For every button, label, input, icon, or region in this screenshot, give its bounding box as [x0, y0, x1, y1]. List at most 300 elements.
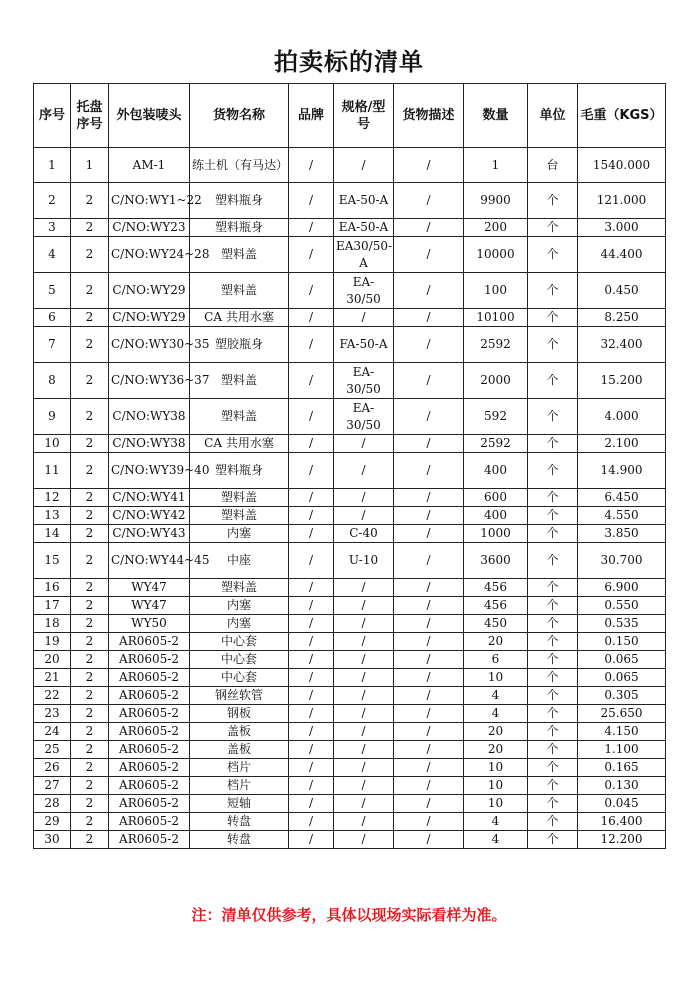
- cell-gross-weight: 121.000: [578, 183, 666, 219]
- table-row: [34, 363, 666, 399]
- cell-unit: 个: [528, 399, 578, 435]
- table-row: [34, 399, 666, 435]
- cell-goods-name: 转盘: [190, 813, 289, 831]
- cell-brand: /: [289, 525, 334, 543]
- cell-quantity: 10: [464, 669, 528, 687]
- table-row: [34, 489, 666, 507]
- page-title: 拍卖标的清单: [274, 48, 424, 76]
- cell-brand: /: [289, 759, 334, 777]
- cell-index: 5: [34, 273, 71, 309]
- cell-index: 23: [34, 705, 71, 723]
- cell-shipping-mark: C/NO:WY43: [109, 525, 190, 543]
- cell-goods-name: 塑料盖: [190, 237, 289, 273]
- cell-brand: /: [289, 669, 334, 687]
- cell-shipping-mark: WY50: [109, 615, 190, 633]
- table-row: [34, 705, 666, 723]
- cell-gross-weight: 0.065: [578, 669, 666, 687]
- cell-goods-name: 塑料盖: [190, 507, 289, 525]
- cell-quantity: 4: [464, 813, 528, 831]
- cell-pallet: 2: [71, 633, 109, 651]
- cell-brand: /: [289, 237, 334, 273]
- cell-unit: 个: [528, 687, 578, 705]
- cell-pallet: 2: [71, 705, 109, 723]
- cell-spec: /: [334, 453, 394, 489]
- cell-pallet: 2: [71, 795, 109, 813]
- table-row: [34, 813, 666, 831]
- table-row: [34, 741, 666, 759]
- cell-unit: 个: [528, 741, 578, 759]
- cell-unit: 个: [528, 651, 578, 669]
- table-row: [34, 795, 666, 813]
- table-row: [34, 615, 666, 633]
- cell-description: /: [394, 831, 464, 849]
- cell-spec: /: [334, 777, 394, 795]
- cell-shipping-mark: AR0605-2: [109, 741, 190, 759]
- cell-quantity: 20: [464, 633, 528, 651]
- cell-spec: /: [334, 813, 394, 831]
- cell-description: /: [394, 795, 464, 813]
- cell-index: 14: [34, 525, 71, 543]
- cell-spec: /: [334, 741, 394, 759]
- cell-shipping-mark: AR0605-2: [109, 795, 190, 813]
- cell-shipping-mark: AR0605-2: [109, 759, 190, 777]
- cell-unit: 个: [528, 831, 578, 849]
- cell-goods-name: 塑胶瓶身: [190, 327, 289, 363]
- cell-description: /: [394, 309, 464, 327]
- cell-quantity: 10: [464, 777, 528, 795]
- table-row: [34, 651, 666, 669]
- cell-spec: /: [334, 489, 394, 507]
- cell-description: /: [394, 705, 464, 723]
- cell-pallet: 2: [71, 777, 109, 795]
- cell-quantity: 456: [464, 579, 528, 597]
- cell-spec: /: [334, 705, 394, 723]
- cell-description: /: [394, 813, 464, 831]
- cell-description: /: [394, 435, 464, 453]
- table-row: [34, 831, 666, 849]
- cell-gross-weight: 4.550: [578, 507, 666, 525]
- header-quantity: 数量: [464, 84, 528, 148]
- cell-index: 12: [34, 489, 71, 507]
- cell-description: /: [394, 741, 464, 759]
- cell-gross-weight: 0.150: [578, 633, 666, 651]
- cell-description: /: [394, 651, 464, 669]
- table-row: [34, 327, 666, 363]
- cell-pallet: 2: [71, 237, 109, 273]
- cell-unit: 个: [528, 219, 578, 237]
- cell-unit: 个: [528, 633, 578, 651]
- cell-index: 6: [34, 309, 71, 327]
- cell-gross-weight: 0.065: [578, 651, 666, 669]
- cell-index: 7: [34, 327, 71, 363]
- cell-pallet: 2: [71, 435, 109, 453]
- cell-spec: EA-50-A: [334, 219, 394, 237]
- cell-brand: /: [289, 543, 334, 579]
- cell-unit: 个: [528, 309, 578, 327]
- cell-brand: /: [289, 507, 334, 525]
- cell-goods-name: CA 共用水塞: [190, 309, 289, 327]
- cell-gross-weight: 3.000: [578, 219, 666, 237]
- cell-description: /: [394, 363, 464, 399]
- cell-quantity: 400: [464, 507, 528, 525]
- cell-index: 25: [34, 741, 71, 759]
- cell-brand: /: [289, 148, 334, 183]
- cell-unit: 个: [528, 597, 578, 615]
- cell-quantity: 20: [464, 723, 528, 741]
- cell-spec: EA30/50-A: [334, 237, 394, 273]
- cell-description: /: [394, 183, 464, 219]
- cell-description: /: [394, 597, 464, 615]
- cell-gross-weight: 4.150: [578, 723, 666, 741]
- cell-gross-weight: 0.535: [578, 615, 666, 633]
- cell-description: /: [394, 399, 464, 435]
- cell-pallet: 2: [71, 813, 109, 831]
- cell-brand: /: [289, 327, 334, 363]
- table-row: [34, 759, 666, 777]
- cell-spec: /: [334, 309, 394, 327]
- cell-brand: /: [289, 183, 334, 219]
- disclaimer-note: 注：清单仅供参考，具体以现场实际看样为准。: [191, 906, 507, 924]
- cell-spec: /: [334, 669, 394, 687]
- header-index: 序号: [34, 84, 71, 148]
- cell-brand: /: [289, 831, 334, 849]
- cell-quantity: 10: [464, 759, 528, 777]
- header-unit: 单位: [528, 84, 578, 148]
- cell-spec: /: [334, 687, 394, 705]
- cell-goods-name: 内塞: [190, 615, 289, 633]
- cell-quantity: 10: [464, 795, 528, 813]
- cell-unit: 个: [528, 489, 578, 507]
- cell-gross-weight: 12.200: [578, 831, 666, 849]
- cell-description: /: [394, 327, 464, 363]
- cell-spec: EA-30/50: [334, 273, 394, 309]
- cell-unit: 个: [528, 327, 578, 363]
- cell-index: 17: [34, 597, 71, 615]
- cell-goods-name: 中心套: [190, 651, 289, 669]
- cell-gross-weight: 6.450: [578, 489, 666, 507]
- cell-brand: /: [289, 795, 334, 813]
- cell-description: /: [394, 148, 464, 183]
- cell-unit: 个: [528, 705, 578, 723]
- cell-gross-weight: 2.100: [578, 435, 666, 453]
- table-row: [34, 148, 666, 183]
- cell-shipping-mark: C/NO:WY1~22: [109, 183, 190, 219]
- cell-goods-name: 塑料盖: [190, 579, 289, 597]
- cell-goods-name: 钢板: [190, 705, 289, 723]
- cell-gross-weight: 0.045: [578, 795, 666, 813]
- cell-unit: 个: [528, 579, 578, 597]
- cell-unit: 个: [528, 525, 578, 543]
- cell-pallet: 2: [71, 579, 109, 597]
- cell-shipping-mark: C/NO:WY38: [109, 399, 190, 435]
- cell-description: /: [394, 687, 464, 705]
- cell-shipping-mark: C/NO:WY41: [109, 489, 190, 507]
- cell-goods-name: 塑料盖: [190, 363, 289, 399]
- cell-goods-name: 中心套: [190, 669, 289, 687]
- cell-index: 15: [34, 543, 71, 579]
- cell-gross-weight: 0.165: [578, 759, 666, 777]
- cell-shipping-mark: AR0605-2: [109, 651, 190, 669]
- cell-goods-name: 档片: [190, 759, 289, 777]
- cell-gross-weight: 14.900: [578, 453, 666, 489]
- cell-shipping-mark: AR0605-2: [109, 669, 190, 687]
- cell-spec: /: [334, 723, 394, 741]
- cell-index: 11: [34, 453, 71, 489]
- cell-quantity: 2592: [464, 435, 528, 453]
- cell-quantity: 2000: [464, 363, 528, 399]
- cell-unit: 个: [528, 795, 578, 813]
- cell-pallet: 2: [71, 831, 109, 849]
- cell-spec: EA-50-A: [334, 183, 394, 219]
- cell-spec: EA-30/50: [334, 399, 394, 435]
- cell-description: /: [394, 723, 464, 741]
- cell-gross-weight: 16.400: [578, 813, 666, 831]
- cell-gross-weight: 0.130: [578, 777, 666, 795]
- cell-pallet: 2: [71, 183, 109, 219]
- cell-gross-weight: 1540.000: [578, 148, 666, 183]
- header-brand: 品牌: [289, 84, 334, 148]
- table-row: [34, 597, 666, 615]
- cell-index: 26: [34, 759, 71, 777]
- cell-gross-weight: 0.305: [578, 687, 666, 705]
- cell-index: 2: [34, 183, 71, 219]
- cell-pallet: 1: [71, 148, 109, 183]
- cell-goods-name: 短轴: [190, 795, 289, 813]
- cell-pallet: 2: [71, 525, 109, 543]
- cell-description: /: [394, 669, 464, 687]
- cell-index: 29: [34, 813, 71, 831]
- cell-unit: 个: [528, 183, 578, 219]
- cell-index: 20: [34, 651, 71, 669]
- cell-gross-weight: 15.200: [578, 363, 666, 399]
- cell-unit: 个: [528, 435, 578, 453]
- cell-shipping-mark: C/NO:WY44~45: [109, 543, 190, 579]
- cell-index: 13: [34, 507, 71, 525]
- cell-spec: /: [334, 597, 394, 615]
- table-row: [34, 273, 666, 309]
- cell-spec: U-10: [334, 543, 394, 579]
- cell-description: /: [394, 777, 464, 795]
- cell-unit: 个: [528, 543, 578, 579]
- cell-gross-weight: 1.100: [578, 741, 666, 759]
- cell-goods-name: CA 共用水塞: [190, 435, 289, 453]
- cell-spec: FA-50-A: [334, 327, 394, 363]
- header-pallet: 托盘序号: [71, 84, 109, 148]
- cell-brand: /: [289, 651, 334, 669]
- cell-pallet: 2: [71, 543, 109, 579]
- cell-quantity: 20: [464, 741, 528, 759]
- table-row: [34, 507, 666, 525]
- cell-shipping-mark: AR0605-2: [109, 687, 190, 705]
- cell-spec: /: [334, 795, 394, 813]
- table-row: [34, 579, 666, 597]
- cell-unit: 个: [528, 273, 578, 309]
- cell-shipping-mark: C/NO:WY24~28: [109, 237, 190, 273]
- cell-shipping-mark: C/NO:WY23: [109, 219, 190, 237]
- header-description: 货物描述: [394, 84, 464, 148]
- cell-shipping-mark: AR0605-2: [109, 705, 190, 723]
- cell-description: /: [394, 237, 464, 273]
- header-shipping-mark: 外包装唛头: [109, 84, 190, 148]
- cell-pallet: 2: [71, 309, 109, 327]
- cell-goods-name: 中座: [190, 543, 289, 579]
- cell-pallet: 2: [71, 363, 109, 399]
- cell-pallet: 2: [71, 399, 109, 435]
- cell-gross-weight: 4.000: [578, 399, 666, 435]
- cell-gross-weight: 44.400: [578, 237, 666, 273]
- cell-index: 16: [34, 579, 71, 597]
- table-row: [34, 777, 666, 795]
- cell-shipping-mark: AR0605-2: [109, 813, 190, 831]
- cell-quantity: 4: [464, 687, 528, 705]
- cell-brand: /: [289, 741, 334, 759]
- cell-quantity: 100: [464, 273, 528, 309]
- table-row: [34, 543, 666, 579]
- cell-pallet: 2: [71, 453, 109, 489]
- cell-brand: /: [289, 615, 334, 633]
- cell-quantity: 10000: [464, 237, 528, 273]
- cell-brand: /: [289, 435, 334, 453]
- cell-pallet: 2: [71, 615, 109, 633]
- cell-brand: /: [289, 777, 334, 795]
- table-row: [34, 183, 666, 219]
- cell-gross-weight: 6.900: [578, 579, 666, 597]
- cell-index: 27: [34, 777, 71, 795]
- table-row: [34, 219, 666, 237]
- cell-brand: /: [289, 723, 334, 741]
- cell-quantity: 6: [464, 651, 528, 669]
- cell-description: /: [394, 633, 464, 651]
- cell-index: 4: [34, 237, 71, 273]
- cell-shipping-mark: AR0605-2: [109, 723, 190, 741]
- cell-quantity: 1000: [464, 525, 528, 543]
- cell-pallet: 2: [71, 687, 109, 705]
- header-goods-name: 货物名称: [190, 84, 289, 148]
- cell-index: 8: [34, 363, 71, 399]
- table-row: [34, 525, 666, 543]
- cell-index: 9: [34, 399, 71, 435]
- cell-spec: /: [334, 759, 394, 777]
- cell-unit: 个: [528, 813, 578, 831]
- cell-quantity: 592: [464, 399, 528, 435]
- cell-unit: 个: [528, 723, 578, 741]
- cell-quantity: 450: [464, 615, 528, 633]
- cell-gross-weight: 3.850: [578, 525, 666, 543]
- table-row: [34, 237, 666, 273]
- cell-goods-name: 盖板: [190, 723, 289, 741]
- cell-description: /: [394, 507, 464, 525]
- cell-quantity: 456: [464, 597, 528, 615]
- cell-description: /: [394, 489, 464, 507]
- cell-brand: /: [289, 579, 334, 597]
- cell-gross-weight: 0.550: [578, 597, 666, 615]
- cell-brand: /: [289, 687, 334, 705]
- cell-description: /: [394, 759, 464, 777]
- header-spec: 规格/型号: [334, 84, 394, 148]
- cell-shipping-mark: C/NO:WY42: [109, 507, 190, 525]
- cell-spec: /: [334, 579, 394, 597]
- cell-index: 24: [34, 723, 71, 741]
- cell-pallet: 2: [71, 651, 109, 669]
- cell-brand: /: [289, 309, 334, 327]
- cell-unit: 个: [528, 615, 578, 633]
- cell-shipping-mark: C/NO:WY38: [109, 435, 190, 453]
- cell-quantity: 2592: [464, 327, 528, 363]
- cell-pallet: 2: [71, 327, 109, 363]
- cell-description: /: [394, 543, 464, 579]
- cell-spec: /: [334, 831, 394, 849]
- cell-index: 21: [34, 669, 71, 687]
- cell-shipping-mark: C/NO:WY36~37: [109, 363, 190, 399]
- cell-shipping-mark: WY47: [109, 579, 190, 597]
- cell-goods-name: 钢丝软管: [190, 687, 289, 705]
- table-row: [34, 435, 666, 453]
- auction-item-table: [33, 83, 666, 849]
- cell-index: 30: [34, 831, 71, 849]
- cell-description: /: [394, 525, 464, 543]
- cell-spec: C-40: [334, 525, 394, 543]
- cell-shipping-mark: AM-1: [109, 148, 190, 183]
- cell-description: /: [394, 219, 464, 237]
- cell-spec: /: [334, 148, 394, 183]
- cell-brand: /: [289, 813, 334, 831]
- cell-pallet: 2: [71, 507, 109, 525]
- cell-brand: /: [289, 489, 334, 507]
- cell-brand: /: [289, 633, 334, 651]
- cell-quantity: 400: [464, 453, 528, 489]
- cell-goods-name: 中心套: [190, 633, 289, 651]
- cell-description: /: [394, 615, 464, 633]
- cell-spec: /: [334, 651, 394, 669]
- cell-brand: /: [289, 705, 334, 723]
- cell-gross-weight: 0.450: [578, 273, 666, 309]
- cell-brand: /: [289, 399, 334, 435]
- cell-pallet: 2: [71, 489, 109, 507]
- cell-index: 28: [34, 795, 71, 813]
- cell-index: 10: [34, 435, 71, 453]
- cell-pallet: 2: [71, 759, 109, 777]
- cell-goods-name: 塑料瓶身: [190, 219, 289, 237]
- cell-shipping-mark: C/NO:WY30~35: [109, 327, 190, 363]
- table-header-row: [34, 84, 666, 148]
- cell-description: /: [394, 273, 464, 309]
- cell-gross-weight: 30.700: [578, 543, 666, 579]
- cell-goods-name: 塑料瓶身: [190, 453, 289, 489]
- cell-pallet: 2: [71, 723, 109, 741]
- cell-unit: 个: [528, 669, 578, 687]
- cell-goods-name: 塑料盖: [190, 399, 289, 435]
- cell-brand: /: [289, 453, 334, 489]
- cell-brand: /: [289, 363, 334, 399]
- cell-goods-name: 内塞: [190, 525, 289, 543]
- table-row: [34, 309, 666, 327]
- cell-pallet: 2: [71, 669, 109, 687]
- cell-quantity: 1: [464, 148, 528, 183]
- cell-pallet: 2: [71, 273, 109, 309]
- cell-shipping-mark: C/NO:WY29: [109, 273, 190, 309]
- cell-index: 1: [34, 148, 71, 183]
- cell-unit: 个: [528, 759, 578, 777]
- cell-gross-weight: 8.250: [578, 309, 666, 327]
- cell-shipping-mark: AR0605-2: [109, 777, 190, 795]
- cell-unit: 个: [528, 237, 578, 273]
- cell-quantity: 3600: [464, 543, 528, 579]
- cell-unit: 个: [528, 507, 578, 525]
- cell-brand: /: [289, 273, 334, 309]
- cell-unit: 个: [528, 363, 578, 399]
- cell-spec: /: [334, 435, 394, 453]
- cell-index: 19: [34, 633, 71, 651]
